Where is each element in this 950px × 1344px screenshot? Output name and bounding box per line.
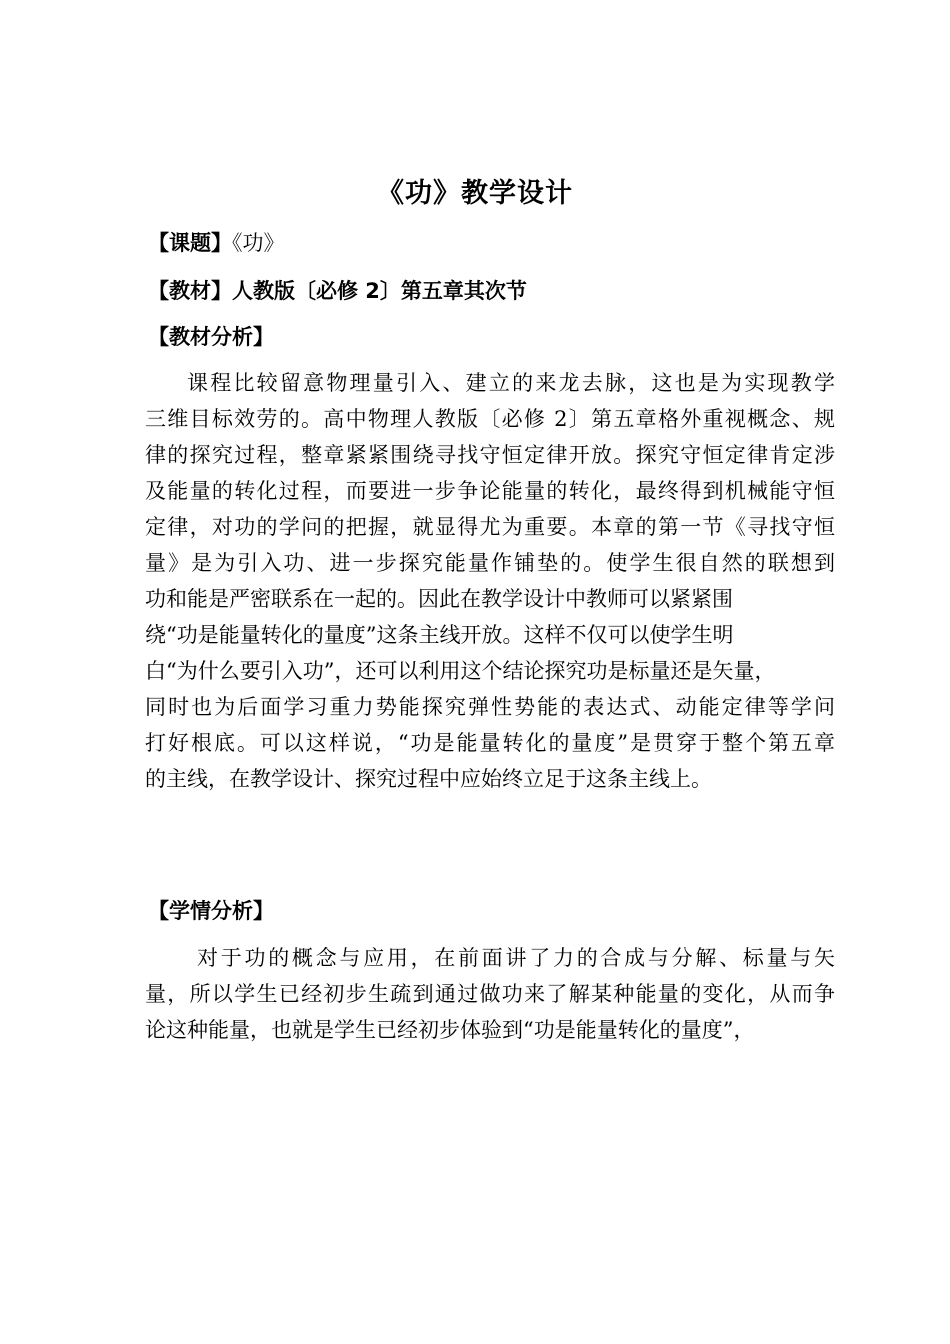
document-title: 《功》教学设计: [377, 178, 573, 209]
paragraph-line: 三维目标效劳的。高中物理人教版〔必修 2〕第五章格外重视概念、规: [145, 407, 835, 431]
textbook-analysis-heading: 【教材分析】: [148, 325, 274, 349]
paragraph-line: 对于功的概念与应用，在前面讲了力的合成与分解、标量与矢: [197, 946, 835, 970]
paragraph-line: 及能量的转化过程，而要进一步争论能量的转化，最终得到机械能守恒: [145, 479, 835, 503]
student-analysis-paragraph: [145, 943, 835, 1051]
textbook-label: 【教材】: [148, 279, 232, 303]
topic-value: 《功》: [232, 231, 285, 255]
paragraph-line: 同时也为后面学习重力势能探究弹性势能的表达式、动能定律等学问: [145, 695, 835, 719]
textbook-line: [148, 276, 527, 306]
paragraph-line: 绕“功是能量转化的量度”这条主线开放。这样不仅可以使学生明: [145, 623, 734, 647]
paragraph-line: 论这种能量，也就是学生已经初步体验到“功是能量转化的量度”，: [145, 1018, 755, 1042]
textbook-analysis-paragraph: [145, 368, 835, 800]
paragraph-line: 量》是为引入功、进一步探究能量作铺垫的。使学生很自然的联想到: [145, 551, 835, 575]
paragraph-line: 功和能是严密联系在一起的。因此在教学设计中教师可以紧紧围: [145, 587, 733, 611]
textbook-value: 人教版〔必修 2〕第五章其次节: [232, 279, 527, 303]
paragraph-line: 律的探究过程，整章紧紧围绕寻找守恒定律开放。探究守恒定律肯定涉: [145, 443, 835, 467]
paragraph-line: 的主线，在教学设计、探究过程中应始终立足于这条主线上。: [145, 767, 712, 791]
topic-label: 【课题】: [148, 231, 232, 255]
topic-line: [148, 228, 285, 258]
student-analysis-heading: 【学情分析】: [148, 899, 274, 923]
paragraph-line: 白“为什么要引入功”，还可以利用这个结论探究功是标量还是矢量，: [145, 659, 776, 683]
paragraph-line: 课程比较留意物理量引入、建立的来龙去脉，这也是为实现教学: [187, 371, 835, 395]
paragraph-line: 打好根底。可以这样说，“功是能量转化的量度”是贯穿于整个第五章: [145, 731, 835, 755]
paragraph-line: 定律，对功的学问的把握，就显得尤为重要。本章的第一节《寻找守恒: [145, 515, 835, 539]
paragraph-line: 量，所以学生已经初步生疏到通过做功来了解某种能量的变化，从而争: [145, 982, 835, 1006]
